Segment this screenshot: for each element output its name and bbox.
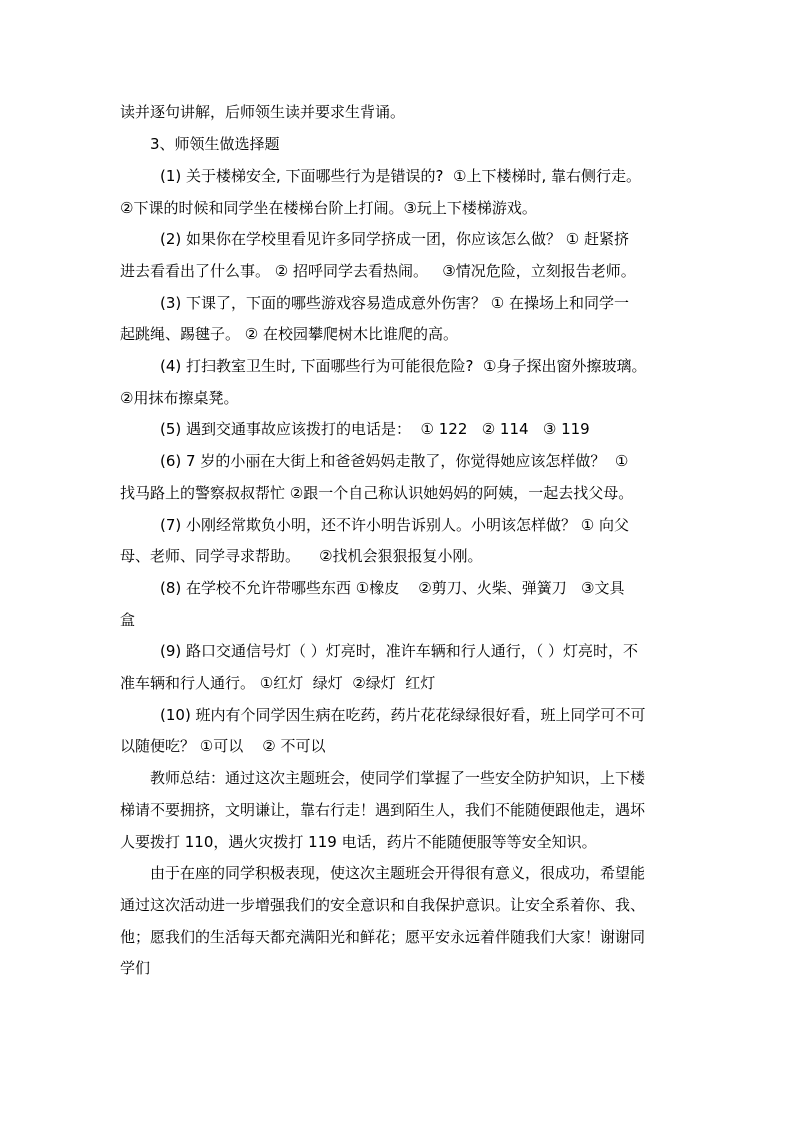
question-line: 进去看看出了什么事。 ② 招呼同学去看热闹。 ③情况危险，立刻报告老师。 [120, 262, 636, 280]
summary-line: 教师总结：通过这次主题班会，使同学们掌握了一些安全防护知识，上下楼 [150, 769, 646, 787]
section-heading: 3、师领生做选择题 [150, 135, 280, 153]
text-line: 读并逐句讲解，后师领生读并要求生背诵。 [120, 103, 406, 121]
closing-line: 学们 [120, 959, 151, 977]
question-line: (5) 遇到交通事故应该拨打的电话是： ① 122 ② 114 ③ 119 [160, 420, 590, 438]
question-line: (2) 如果你在学校里看见许多同学挤成一团，你应该怎么做？ ① 赶紧挤 [160, 230, 630, 248]
question-line: 以随便吃？ ①可以 ② 不可以 [120, 737, 326, 755]
question-line: (10) 班内有个同学因生病在吃药，药片花花绿绿很好看，班上同学可不可 [160, 706, 646, 724]
question-line: 找马路上的警察叔叔帮忙 ②跟一个自己称认识她妈妈的阿姨，一起去找父母。 [120, 484, 634, 502]
closing-line: 他；愿我们的生活每天都充满阳光和鲜花；愿平安永远着伴随我们大家！谢谢同 [120, 928, 646, 946]
question-line: 起跳绳、踢毽子。 ② 在校园攀爬树木比谁爬的高。 [120, 325, 458, 343]
question-line: (3) 下课了，下面的哪些游戏容易造成意外伤害？ ① 在操场上和同学一 [160, 294, 630, 312]
question-line: 准车辆和行人通行。 ①红灯 绿灯 ②绿灯 红灯 [120, 674, 436, 692]
question-line: (7) 小刚经常欺负小明，还不许小明告诉别人。小明该怎样做？ ① 向父 [160, 516, 630, 534]
summary-line: 梯请不要拥挤，文明谦让，靠右行走！遇到陌生人，我们不能随便跟他走，遇坏 [120, 801, 646, 819]
closing-line: 由于在座的同学积极表现，使这次主题班会开得很有意义，很成功，希望能 [150, 864, 646, 882]
question-line: ②用抹布擦桌凳。 [120, 389, 239, 407]
question-line: 盒 [120, 611, 136, 629]
closing-line: 通过这次活动进一步增强我们的安全意识和自我保护意识。让安全系着你、我、 [120, 896, 646, 914]
question-line: (1) 关于楼梯安全, 下面哪些行为是错误的? ①上下楼梯时, 靠右侧行走。 [160, 167, 642, 185]
question-line: 母、老师、同学寻求帮助。 ②找机会狠狠报复小刚。 [120, 547, 483, 565]
question-line: (4) 打扫教室卫生时, 下面哪些行为可能很危险? ①身子探出窗外擦玻璃。 [160, 357, 647, 375]
question-line: (6) 7 岁的小丽在大街上和爸爸妈妈走散了，你觉得她应该怎样做？ ① [160, 452, 629, 470]
question-line: (8) 在学校不允许带哪些东西 ①橡皮 ②剪刀、火柴、弹簧刀 ③文具 [160, 579, 625, 597]
question-line: ②下课的时候和同学坐在楼梯台阶上打闹。③玩上下楼梯游戏。 [120, 199, 537, 217]
question-line: (9) 路口交通信号灯（ ）灯亮时，准许车辆和行人通行，（ ）灯亮时，不 [160, 642, 639, 660]
summary-line: 人要拨打 110，遇火灾拨打 119 电话，药片不能随便服等等安全知识。 [120, 833, 597, 851]
